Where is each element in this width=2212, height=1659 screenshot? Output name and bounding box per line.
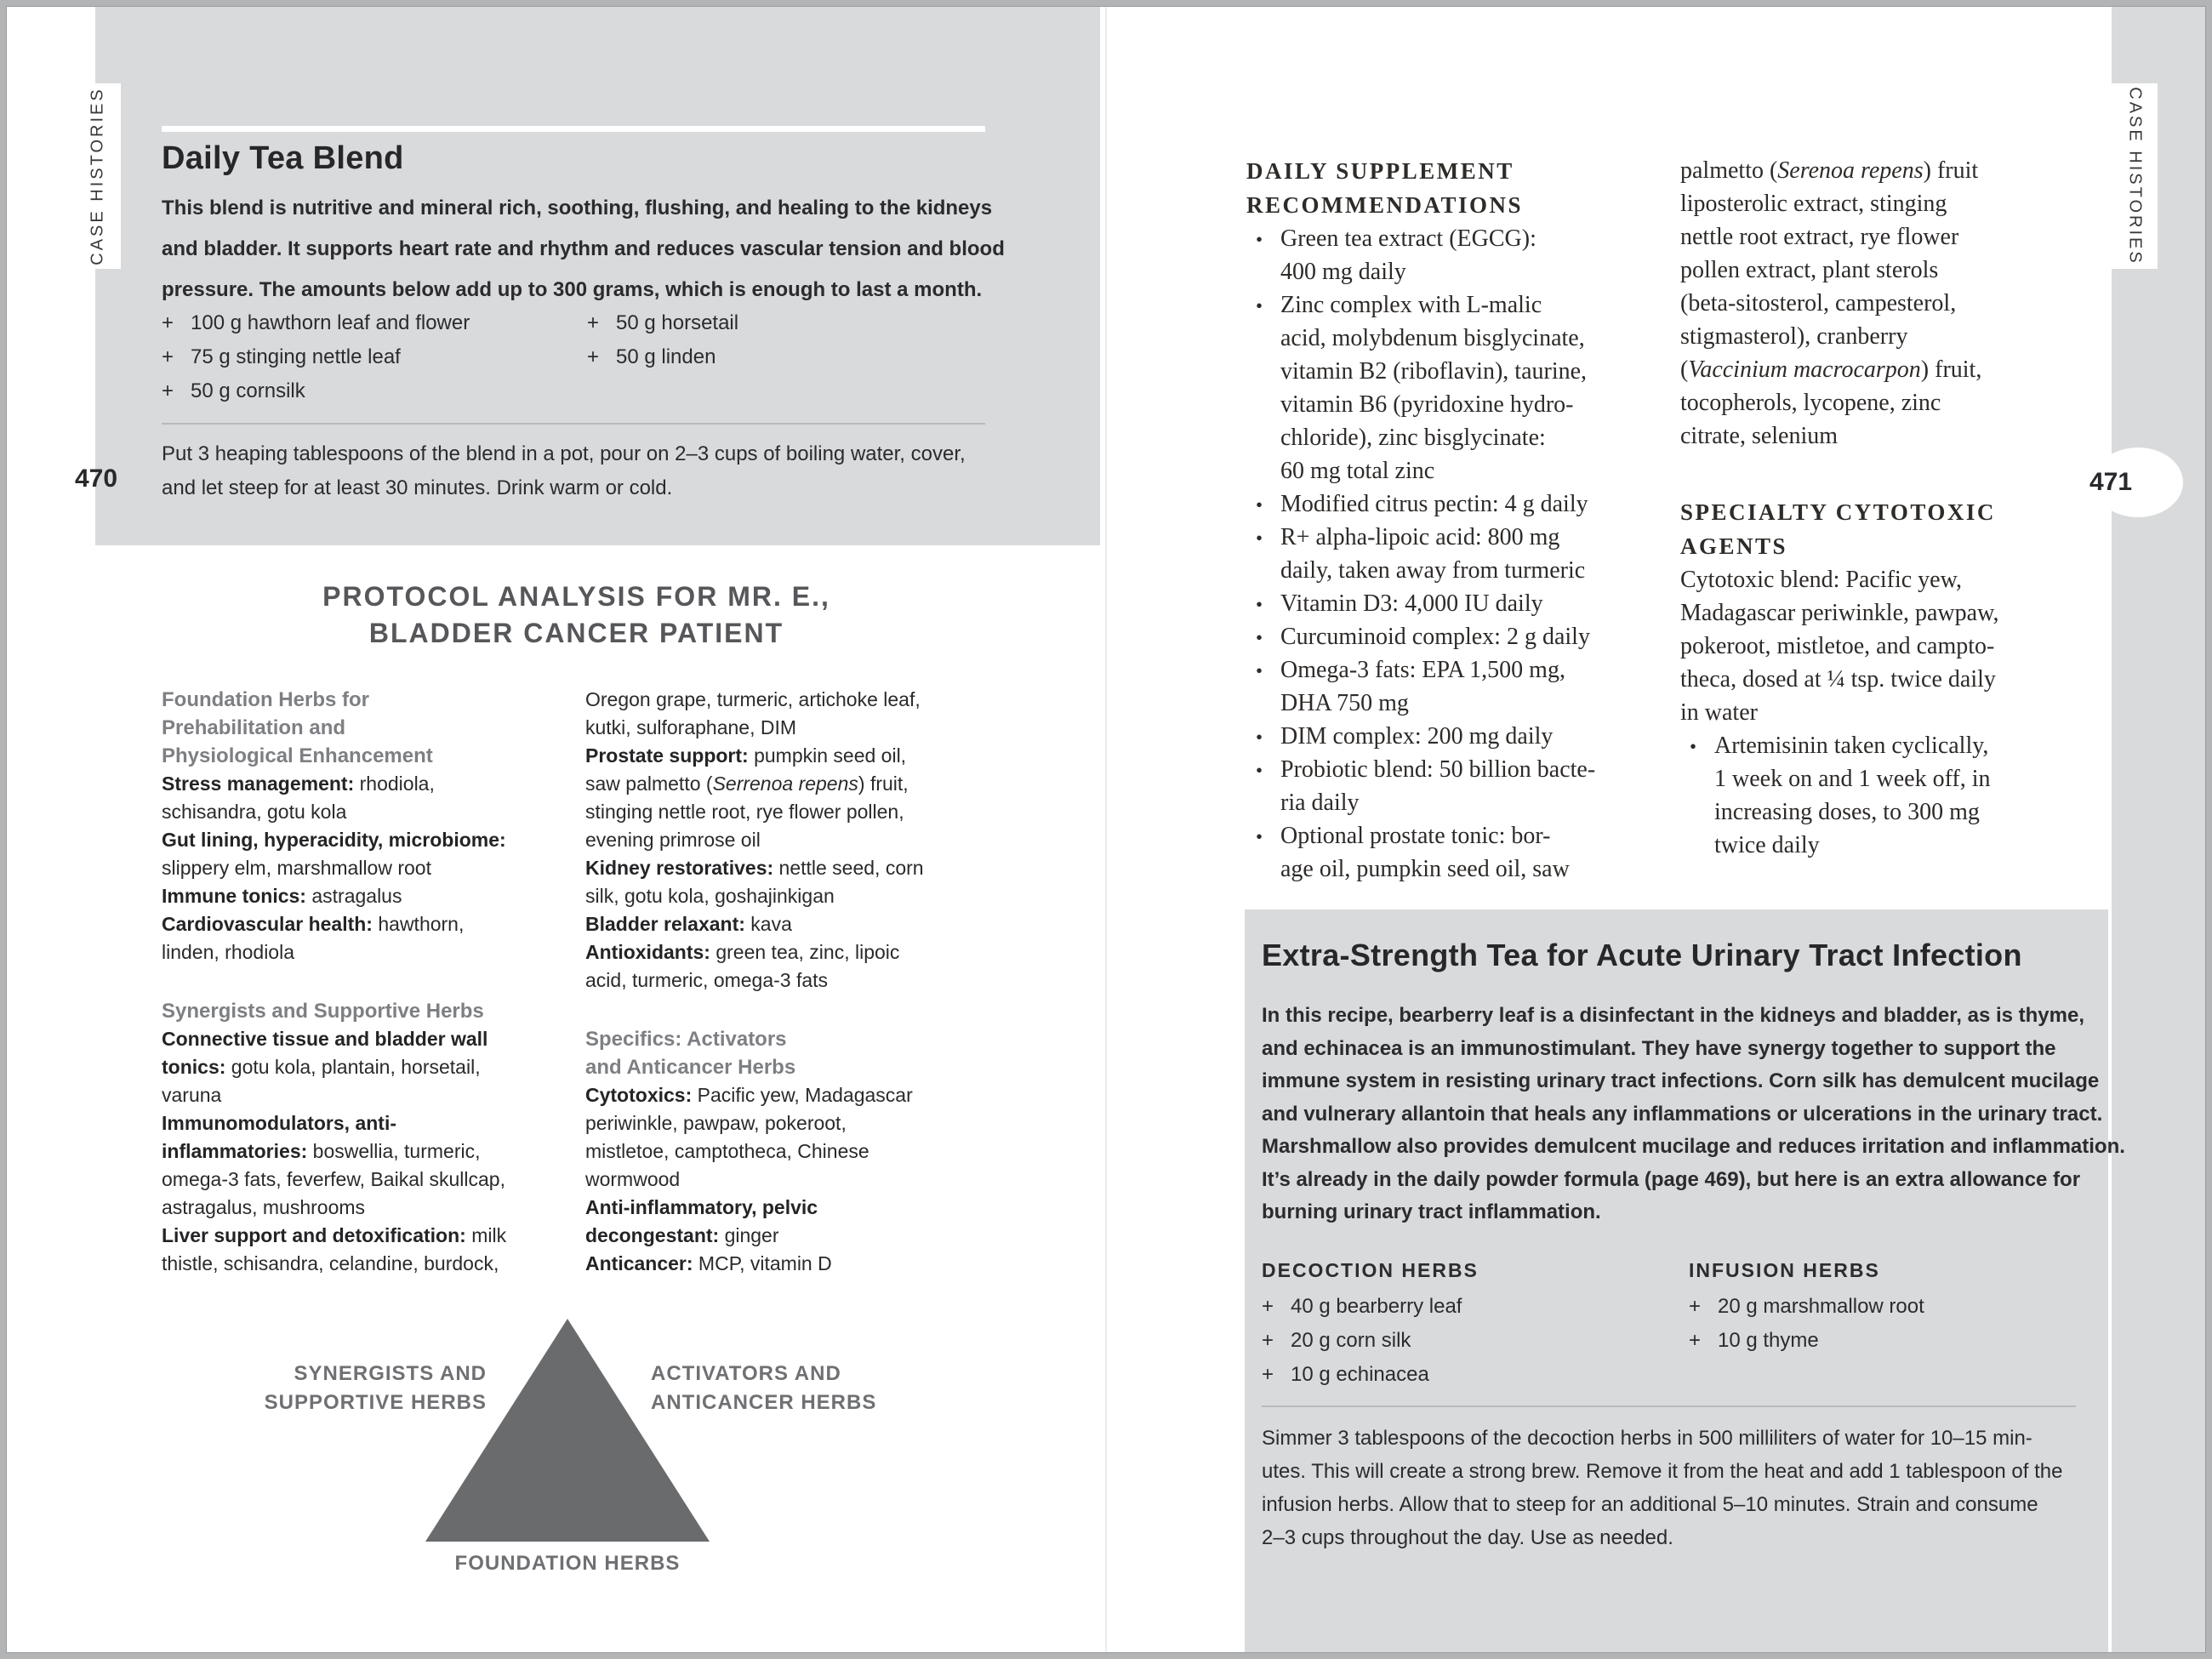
text-line <box>585 995 1002 1025</box>
text-line: nettle root extract, rye flower <box>1680 224 1959 250</box>
plus-icon: + <box>162 345 174 368</box>
text-line: Specifics: Activators <box>585 1028 787 1051</box>
text-line: It’s already in the daily powder formula (page 469), but here is an extra allowance for <box>1262 1167 2081 1191</box>
text-line: BLADDER CANCER PATIENT <box>368 618 784 648</box>
text-line: ria daily <box>1280 790 1360 816</box>
ingredient-item: + 50 g horsetail <box>587 306 738 340</box>
text-line: Synergists and Supportive Herbs <box>162 1000 484 1023</box>
plus-icon: + <box>1262 1295 1274 1318</box>
ingredient-item: + 75 g stinging nettle leaf <box>162 340 470 374</box>
text-line: 60 mg total zinc <box>1280 458 1435 484</box>
text-line <box>162 966 570 997</box>
text-line: • Vitamin D3: 4,000 IU daily <box>1280 587 1638 620</box>
text-line: Cytotoxics: Pacific yew, Madagascar <box>585 1084 913 1106</box>
pyramid-bottom-label: FOUNDATION HERBS <box>454 1552 681 1575</box>
text-line: stigmasterol), cranberry <box>1680 323 1908 350</box>
text-line: vitamin B2 (riboflavin), taurine, <box>1280 358 1588 385</box>
text-line: Kidney restoratives: nettle seed, corn <box>585 857 924 879</box>
infusion-herbs-list <box>1689 1290 1924 1358</box>
text-line: • Zinc complex with L-malic <box>1280 288 1638 322</box>
ingredient-item: + 100 g hawthorn leaf and flower <box>162 306 470 340</box>
text-line: slippery elm, marshmallow root <box>162 857 431 879</box>
text-line: astragalus, mushrooms <box>162 1196 366 1218</box>
text-line: utes. This will create a strong brew. Remove it from the heat and add 1 tablespoon of the <box>1262 1460 2063 1483</box>
text-line: pollen extract, plant sterols <box>1680 257 1939 283</box>
text-line: thistle, schisandra, celandine, burdock, <box>162 1252 499 1274</box>
text-line: in water <box>1680 699 1758 726</box>
text-line: PROTOCOL ANALYSIS FOR MR. E., <box>322 581 830 612</box>
plus-icon: + <box>587 311 600 334</box>
text-line: periwinkle, pawpaw, pokeroot, <box>585 1112 847 1134</box>
text-line: chloride), zinc bisglycinate: <box>1280 425 1546 451</box>
text-line: and bladder. It supports heart rate and rhythm and reduces vascular tension and blood <box>162 237 1005 260</box>
left-page-number: 470 <box>75 465 118 493</box>
bullet-icon: • <box>1256 660 1263 681</box>
text-line: Anticancer: MCP, vitamin D <box>585 1252 832 1274</box>
ingredient-item: + 40 g bearberry leaf <box>1262 1290 1462 1324</box>
text-line: saw palmetto (Serrenoa repens) fruit, <box>585 772 909 795</box>
text-line: acid, turmeric, omega-3 fats <box>585 969 829 991</box>
tea-ingredient-list-left <box>162 306 470 408</box>
text-line: decongestant: ginger <box>585 1224 779 1246</box>
plus-icon: + <box>1689 1329 1702 1352</box>
ingredient-item: + 50 g linden <box>587 340 738 374</box>
pyramid-right-label <box>651 1360 940 1417</box>
text-line: and echinacea is an immunostimulant. They have synergy together to support the <box>1262 1036 2056 1060</box>
text-line: • R+ alpha-lipoic acid: 800 mg <box>1280 521 1638 554</box>
text-line: Cardiovascular health: hawthorn, <box>162 913 465 935</box>
text-line: Simmer 3 tablespoons of the decoction herbs in 500 milliliters of water for 10–15 min- <box>1262 1427 2032 1450</box>
bullet-icon: • <box>1256 229 1263 250</box>
bullet-icon: • <box>1256 527 1263 549</box>
plus-icon: + <box>1689 1295 1702 1318</box>
text-line: omega-3 fats, feverfew, Baikal skullcap, <box>162 1168 505 1190</box>
text-line: • Modified citrus pectin: 4 g daily <box>1280 487 1638 521</box>
tea-ingredient-list-right <box>587 306 738 374</box>
text-line: pokeroot, mistletoe, and campto- <box>1680 633 1995 659</box>
text-line: Bladder relaxant: kava <box>585 913 792 935</box>
text-line: Cytotoxic blend: Pacific yew, <box>1680 567 1962 593</box>
tea-box-intro <box>162 188 1005 311</box>
tea-box-instructions <box>162 437 966 505</box>
text-line: SPECIALTY CYTOTOXIC <box>1680 499 1996 525</box>
text-line: stinging nettle root, rye flower pollen, <box>585 801 904 823</box>
text-line: and let steep for at least 30 minutes. Drink warm or cold. <box>162 476 673 499</box>
bullet-icon: • <box>1256 826 1263 847</box>
text-line: Anti-inflammatory, pelvic <box>585 1196 818 1218</box>
text-line: Madagascar periwinkle, pawpaw, <box>1680 600 1999 626</box>
text-line: varuna <box>162 1084 222 1106</box>
text-line: AGENTS <box>1680 533 1788 559</box>
protocol-column-1 <box>162 686 570 1278</box>
text-line: tocopherols, lycopene, zinc <box>1680 390 1941 416</box>
text-line: RECOMMENDATIONS <box>1246 192 1524 218</box>
text-line: daily, taken away from turmeric <box>1280 557 1586 584</box>
text-line: schisandra, gotu kola <box>162 801 347 823</box>
text-line: 1 week on and 1 week off, in <box>1714 766 1991 792</box>
text-line: • Optional prostate tonic: bor- <box>1280 819 1638 852</box>
text-line: • Green tea extract (EGCG): <box>1280 222 1638 255</box>
left-tab-label: CASE HISTORIES <box>88 87 107 265</box>
text-line: Oregon grape, turmeric, artichoke leaf, <box>585 688 921 710</box>
text-line: Antioxidants: green tea, zinc, lipoic <box>585 941 900 963</box>
plus-icon: + <box>1262 1363 1274 1386</box>
text-line: burning urinary tract inflammation. <box>1262 1200 1601 1223</box>
text-line: 400 mg daily <box>1280 259 1406 285</box>
bullet-icon: • <box>1256 594 1263 615</box>
text-line: theca, dosed at ¼ tsp. twice daily <box>1680 666 1996 693</box>
text-line: DHA 750 mg <box>1280 690 1409 716</box>
infusion-herbs-heading: INFUSION HERBS <box>1689 1259 1880 1281</box>
text-line: and Anticancer Herbs <box>585 1056 796 1079</box>
text-line: Physiological Enhancement <box>162 744 433 767</box>
decoction-herbs-list <box>1262 1290 1462 1392</box>
ingredient-item: + 20 g marshmallow root <box>1689 1290 1924 1324</box>
bullet-icon: • <box>1690 736 1697 757</box>
text-line: • Artemisinin taken cyclically, <box>1714 729 2084 762</box>
text-line: inflammatories: boswellia, turmeric, <box>162 1140 481 1162</box>
text-line: Put 3 heaping tablespoons of the blend in a pot, pour on 2–3 cups of boiling water, cover, <box>162 442 966 465</box>
text-line: palmetto (Serenoa repens) fruit <box>1680 157 1979 184</box>
extra-strength-title: Extra-Strength Tea for Acute Urinary Tract Infection <box>1262 938 2022 972</box>
bullet-icon: • <box>1256 627 1263 648</box>
text-line: Stress management: rhodiola, <box>162 772 435 795</box>
text-line: • Probiotic blend: 50 billion bacte- <box>1280 753 1638 786</box>
tea-box-title: Daily Tea Blend <box>162 140 404 176</box>
text-line: twice daily <box>1714 832 1820 858</box>
page-gutter-line <box>1105 7 1107 1652</box>
text-line: Connective tissue and bladder wall <box>162 1028 488 1050</box>
supplements-column-1 <box>1246 154 1638 886</box>
supplements-column-2 <box>1680 154 2084 862</box>
text-line: silk, gotu kola, goshajinkigan <box>585 885 835 907</box>
text-line: liposterolic extract, stinging <box>1680 191 1947 217</box>
tea-box-divider <box>162 423 985 425</box>
text-line: SYNERGISTS AND <box>294 1362 487 1385</box>
bullet-icon: • <box>1256 295 1263 316</box>
text-line: vitamin B6 (pyridoxine hydro- <box>1280 391 1574 418</box>
plus-icon: + <box>162 311 174 334</box>
tea-box-top-rule <box>162 126 985 132</box>
pyramid-left-label <box>213 1360 487 1417</box>
bullet-icon: • <box>1256 727 1263 748</box>
text-line: mistletoe, camptotheca, Chinese <box>585 1140 869 1162</box>
extra-strength-intro <box>1262 1000 2125 1229</box>
text-line: pressure. The amounts below add up to 300 grams, which is enough to last a month. <box>162 278 983 301</box>
text-line: This blend is nutritive and mineral rich, soothing, flushing, and healing to the kidneys <box>162 197 993 219</box>
text-line: • DIM complex: 200 mg daily <box>1280 720 1638 753</box>
text-line: tonics: gotu kola, plantain, horsetail, <box>162 1056 481 1078</box>
right-margin-tab <box>2112 83 2158 269</box>
bullet-icon: • <box>1256 494 1263 516</box>
text-line: Marshmallow also provides demulcent mucilage and reduces irritation and inflammation. <box>1262 1135 2125 1158</box>
text-line: • Omega-3 fats: EPA 1,500 mg, <box>1280 653 1638 687</box>
text-line: SUPPORTIVE HERBS <box>264 1391 487 1414</box>
bullet-icon: • <box>1256 760 1263 781</box>
text-line: age oil, pumpkin seed oil, saw <box>1280 856 1570 882</box>
right-page-number: 471 <box>2089 468 2133 496</box>
right-tab-label: CASE HISTORIES <box>2125 87 2145 265</box>
text-line: Prehabilitation and <box>162 716 346 739</box>
text-line: increasing doses, to 300 mg <box>1714 799 1980 825</box>
text-line: ANTICANCER HERBS <box>651 1391 877 1414</box>
ingredient-item: + 10 g echinacea <box>1262 1358 1462 1392</box>
ingredient-item: + 50 g cornsilk <box>162 374 470 408</box>
text-line: Immunomodulators, anti- <box>162 1112 396 1134</box>
plus-icon: + <box>587 345 600 368</box>
extra-strength-instructions <box>1262 1422 2062 1554</box>
ingredient-item: + 10 g thyme <box>1689 1324 1924 1358</box>
text-line: Liver support and detoxification: milk <box>162 1224 507 1246</box>
text-line: Prostate support: pumpkin seed oil, <box>585 744 907 767</box>
text-line: kutki, sulforaphane, DIM <box>585 716 797 738</box>
text-line: infusion herbs. Allow that to steep for an additional 5–10 minutes. Strain and consume <box>1262 1493 2038 1516</box>
text-line: DAILY SUPPLEMENT <box>1246 158 1514 184</box>
text-line: wormwood <box>585 1168 681 1190</box>
pyramid-triangle <box>383 1312 757 1550</box>
text-line: evening primrose oil <box>585 829 761 851</box>
text-line <box>1680 453 2084 495</box>
text-line: (beta-sitosterol, campesterol, <box>1680 290 1957 316</box>
protocol-heading <box>162 579 991 652</box>
plus-icon: + <box>162 379 174 402</box>
protocol-column-2 <box>585 686 1002 1278</box>
text-line: Immune tonics: astragalus <box>162 885 402 907</box>
text-line: Gut lining, hyperacidity, microbiome: <box>162 829 506 851</box>
plus-icon: + <box>1262 1329 1274 1352</box>
decoction-herbs-heading: DECOCTION HERBS <box>1262 1259 1479 1281</box>
text-line: and vulnerary allantoin that heals any inflammations or ulcerations in the urinary tract. <box>1262 1102 2103 1126</box>
text-line: • Curcuminoid complex: 2 g daily <box>1280 620 1638 653</box>
text-line: In this recipe, bearberry leaf is a disinfectant in the kidneys and bladder, as is thyme, <box>1262 1004 2084 1027</box>
ingredient-item: + 20 g corn silk <box>1262 1324 1462 1358</box>
text-line: (Vaccinium macrocarpon) fruit, <box>1680 356 1982 383</box>
left-margin-tab <box>75 83 121 269</box>
text-line: Foundation Herbs for <box>162 688 369 711</box>
text-line: acid, molybdenum bisglycinate, <box>1280 325 1585 351</box>
text-line: ACTIVATORS AND <box>651 1362 841 1385</box>
text-line: citrate, selenium <box>1680 423 1839 449</box>
text-line: 2–3 cups throughout the day. Use as needed. <box>1262 1526 1673 1549</box>
text-line: linden, rhodiola <box>162 941 295 963</box>
extra-strength-divider <box>1262 1405 2076 1407</box>
text-line: immune system in resisting urinary tract infections. Corn silk has demulcent mucilage <box>1262 1069 2100 1092</box>
